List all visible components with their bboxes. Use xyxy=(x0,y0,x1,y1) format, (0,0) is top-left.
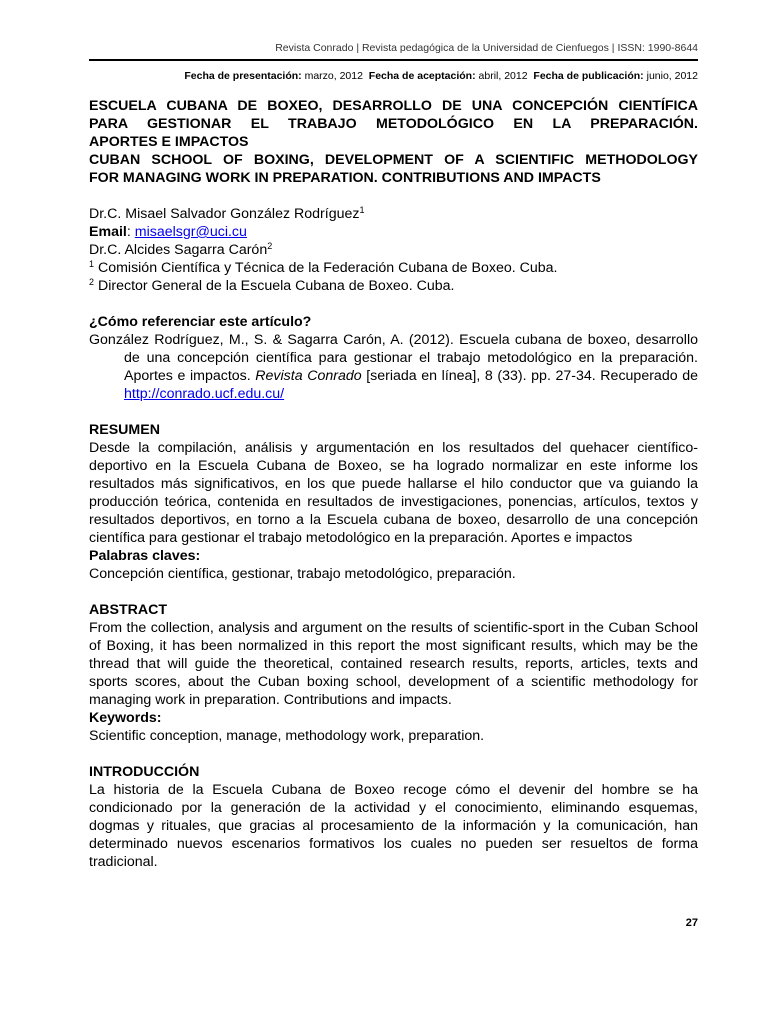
acceptance-date-label: Fecha de aceptación: xyxy=(368,70,476,82)
acceptance-date: abril, 2012 xyxy=(478,70,528,82)
journal-header: Revista Conrado | Revista pedagógica de la Universidad de Cienfuegos | ISSN: 1990-8644 xyxy=(275,42,698,54)
publication-date-label: Fecha de publicación: xyxy=(533,70,644,82)
title-en-line-2: FOR MANAGING WORK IN PREPARATION. CONTRIBUTIONS AND IMPACTS xyxy=(89,170,601,186)
palabras-claves: Concepción científica, gestionar, trabajo metodológico, preparación. xyxy=(89,566,516,582)
abstract-heading: ABSTRACT xyxy=(89,602,168,618)
abstract-body: From the collection, analysis and argument on the results of scientific-sport in the Cuban School of Boxing, it has been normalized in this report the most significant results, which may be the thread that will guide the theoretical, contained research results, reports, articles, texts and sports scores, about the Cuban boxing school, development of a scientific methodology for managing work in preparation. Contributions and impacts. xyxy=(89,620,698,708)
journal-url-link[interactable]: http://conrado.ucf.edu.cu/ xyxy=(124,386,285,402)
introduccion-body: La historia de la Escuela Cubana de Boxeo recoge cómo el devenir del hombre se ha condicionado por la generación de la actividad y el conocimiento, eliminando esquemas, dogmas y rituales, que gracias al procesamiento de la información y la comunicación, han determinado nuevos escenarios formativos los cuales no pueden ser resueltos de forma tradicional. xyxy=(89,782,698,870)
reference-citation: González Rodríguez, M., S. & Sagarra Carón, A. (2012). Escuela cubana de boxeo, desarrollo de una concepción científica para gestionar el trabajo metodológico en la preparación. Aportes e impactos. Revista Conrado [seriada en línea], 8 (33). pp. 27-34. Recuperado de http://conrado.ucf.edu.cu/ xyxy=(89,332,698,402)
email-line: Email: misaelsgr@uci.cu xyxy=(89,224,247,240)
keywords-heading: Keywords: xyxy=(89,710,162,726)
author-2 xyxy=(89,241,698,259)
title-en-line-1: CUBAN SCHOOL OF BOXING, DEVELOPMENT OF A SCIENTIFIC METHODOLOGY xyxy=(89,152,698,168)
keywords: Scientific conception, manage, methodology work, preparation. xyxy=(89,728,485,744)
presentation-date-label: Fecha de presentación: xyxy=(184,70,302,82)
resumen-heading: RESUMEN xyxy=(89,422,160,438)
email-label: Email xyxy=(89,224,127,240)
title-es-line-1: ESCUELA CUBANA DE BOXEO, DESARROLLO DE UNA CONCEPCIÓN CIENTÍFICA xyxy=(89,98,698,114)
publication-dates xyxy=(89,70,698,82)
publication-date: junio, 2012 xyxy=(646,70,698,82)
presentation-date: marzo, 2012 xyxy=(304,70,363,82)
palabras-claves-heading: Palabras claves: xyxy=(89,548,201,564)
author-2-footnote: 2 xyxy=(267,241,273,251)
article-content xyxy=(89,97,698,871)
reference-heading: ¿Cómo referenciar este artículo? xyxy=(89,314,312,330)
title-es-line-3: APORTES E IMPACTOS xyxy=(89,134,249,150)
page-number: 27 xyxy=(685,917,698,929)
resumen-body: Desde la compilación, análisis y argumentación en los resultados del quehacer científico-deportivo en la Escuela Cubana de Boxeo, se ha logrado normalizar en este informe los resultados más significativos, en los que puede hallarse el hilo conductor que va guiando la producción teórica, contenida en resultados de investigaciones, ponencias, artículos, textos y resultados deportivos, en torno a la Escuela cubana de boxeo, desarrollo de una concepción científica para gestionar el trabajo metodológico en la preparación. Aportes e impactos xyxy=(89,440,698,546)
introduccion-heading: INTRODUCCIÓN xyxy=(89,764,200,780)
header-divider xyxy=(89,59,698,61)
affiliation-1: $^1$ Comisión Científica y Técnica de la Federación Cubana de Boxeo. Cuba. xyxy=(89,259,558,276)
author-1-name: Dr.C. Misael Salvador González Rodríguez xyxy=(89,206,360,222)
author-1 xyxy=(89,205,698,223)
affiliation-2: $^2$ Director General de la Escuela Cubana de Boxeo. Cuba. xyxy=(89,277,455,294)
journal-name: Revista Conrado xyxy=(255,368,362,384)
email-link[interactable]: misaelsgr@uci.cu xyxy=(134,224,247,240)
title-es-line-2: PARA GESTIONAR EL TRABAJO METODOLÓGICO EN LA PREPARACIÓN. xyxy=(89,116,698,132)
author-1-footnote: 1 xyxy=(359,205,365,215)
author-2-name: Dr.C. Alcides Sagarra Carón xyxy=(89,242,268,258)
